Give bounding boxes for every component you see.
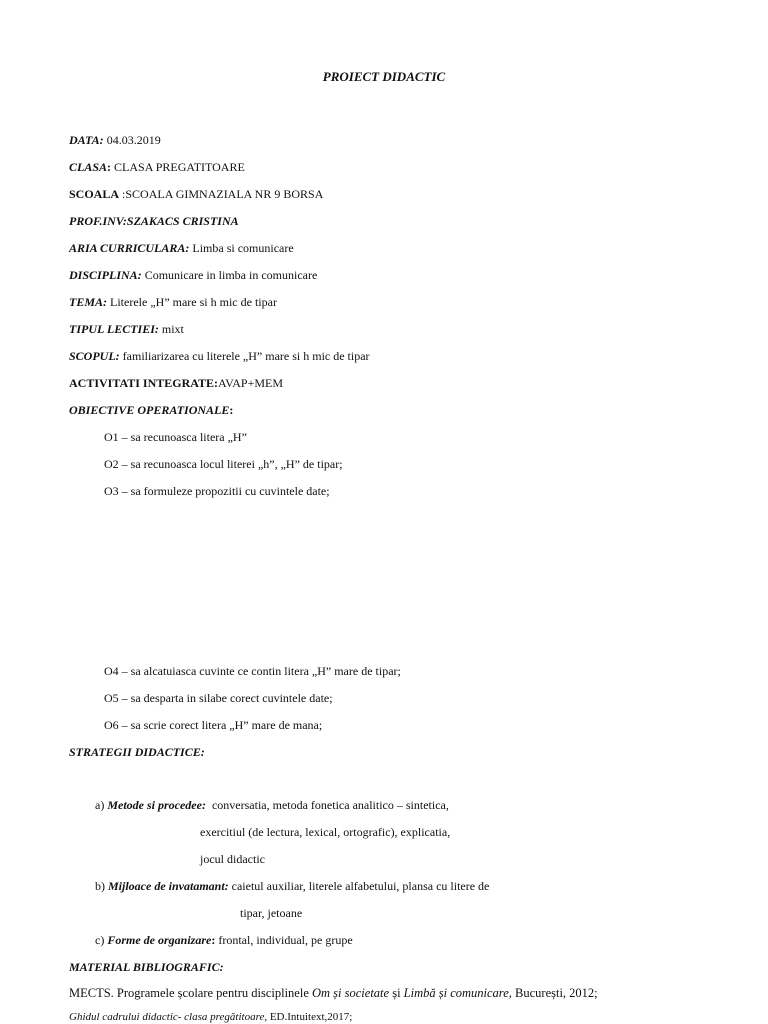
bibliography-item-text: și bbox=[389, 986, 404, 1000]
class-label: CLASA bbox=[69, 160, 108, 174]
organization-forms-prefix: c) bbox=[95, 933, 108, 947]
methods-line bbox=[95, 798, 449, 812]
date-line bbox=[69, 133, 161, 147]
page-title: PROIECT DIDACTIC bbox=[322, 69, 446, 84]
objective-item: O2 – sa recunoasca locul literei „h”, „H” de tipar; bbox=[104, 457, 343, 471]
theme-line bbox=[69, 295, 277, 309]
objective-item: O3 – sa formuleze propozitii cu cuvintele date; bbox=[104, 484, 330, 498]
organization-forms-value: frontal, individual, pe grupe bbox=[215, 933, 353, 947]
organization-forms-line bbox=[95, 933, 353, 947]
bibliography-item bbox=[69, 986, 598, 1000]
curricular-area-label: ARIA CURRICULARA: bbox=[69, 241, 190, 255]
objectives-heading bbox=[69, 403, 233, 417]
integrated-activities-label: ACTIVITATI INTEGRATE: bbox=[69, 376, 219, 390]
curricular-area-line bbox=[69, 241, 294, 255]
bibliography-heading: MATERIAL BIBLIOGRAFIC: bbox=[69, 960, 224, 974]
bibliography-item-title: Ghidul cadrului didactic- clasa pregătitoare bbox=[69, 1011, 265, 1023]
objective-item: O4 – sa alcatuiasca cuvinte ce contin litera „H” mare de tipar; bbox=[104, 664, 401, 678]
school-label: SCOALA bbox=[69, 187, 120, 201]
methods-continuation: exercitiul (de lectura, lexical, ortografic), explicatia, bbox=[200, 825, 451, 839]
objective-item: O6 – sa scrie corect litera „H” mare de mana; bbox=[104, 718, 323, 732]
discipline-value: Comunicare in limba in comunicare bbox=[144, 268, 318, 282]
integrated-activities-line bbox=[69, 376, 283, 390]
organization-forms-colon: : bbox=[211, 933, 216, 947]
purpose-line bbox=[69, 349, 370, 363]
school-line bbox=[69, 187, 323, 201]
resources-continuation: tipar, jetoane bbox=[240, 906, 303, 920]
methods-prefix: a) bbox=[95, 798, 108, 812]
class-value: CLASA PREGATITOARE bbox=[114, 160, 245, 174]
objectives-heading-colon: : bbox=[229, 403, 234, 417]
resources-prefix: b) bbox=[95, 879, 108, 893]
class-line bbox=[69, 160, 245, 174]
date-value: 04.03.2019 bbox=[106, 133, 161, 147]
resources-line bbox=[95, 879, 489, 893]
organization-forms-label: Forme de organizare bbox=[107, 933, 212, 947]
discipline-label: DISCIPLINA: bbox=[69, 268, 142, 282]
bibliography-item-title: Om și societate bbox=[312, 986, 390, 1000]
resources-label: Mijloace de invatamant: bbox=[108, 879, 229, 893]
bibliography-item bbox=[69, 1010, 352, 1024]
school-value: :SCOALA GIMNAZIALA NR 9 BORSA bbox=[122, 187, 324, 201]
methods-continuation: jocul didactic bbox=[200, 852, 265, 866]
objectives-heading-text: OBIECTIVE OPERATIONALE bbox=[69, 403, 230, 417]
objective-item: O1 – sa recunoasca litera „H” bbox=[104, 430, 247, 444]
methods-value: conversatia, metoda fonetica analitico – sintetica, bbox=[205, 798, 449, 812]
integrated-activities-value: AVAP+MEM bbox=[218, 376, 284, 390]
curricular-area-value: Limba si comunicare bbox=[192, 241, 294, 255]
resources-value: caietul auxiliar, literele alfabetului, plansa cu litere de bbox=[228, 879, 490, 893]
bibliography-item-text: , ED.Intuitext,2017; bbox=[264, 1011, 353, 1023]
discipline-line bbox=[69, 268, 317, 282]
purpose-value: familiarizarea cu literele „H” mare si h mic de tipar bbox=[122, 349, 370, 363]
lesson-type-label: TIPUL LECTIEI: bbox=[69, 322, 159, 336]
class-colon: : bbox=[107, 160, 112, 174]
objective-item: O5 – sa desparta in silabe corect cuvintele date; bbox=[104, 691, 333, 705]
date-label: DATA: bbox=[69, 133, 104, 147]
lesson-type-value: mixt bbox=[161, 322, 184, 336]
lesson-type-line bbox=[69, 322, 184, 336]
bibliography-item-title: Limbă și comunicare, bbox=[403, 986, 512, 1000]
theme-label: TEMA: bbox=[69, 295, 108, 309]
methods-label: Metode si procedee: bbox=[107, 798, 206, 812]
purpose-label: SCOPUL: bbox=[69, 349, 120, 363]
bibliography-item-text: București, 2012; bbox=[511, 986, 598, 1000]
teacher-line: PROF.INV:SZAKACS CRISTINA bbox=[69, 214, 239, 228]
theme-value: Literele „H” mare si h mic de tipar bbox=[110, 295, 277, 309]
bibliography-item-text: MECTS. Programele școlare pentru disciplinele bbox=[69, 986, 312, 1000]
strategies-heading: STRATEGII DIDACTICE: bbox=[69, 745, 205, 759]
